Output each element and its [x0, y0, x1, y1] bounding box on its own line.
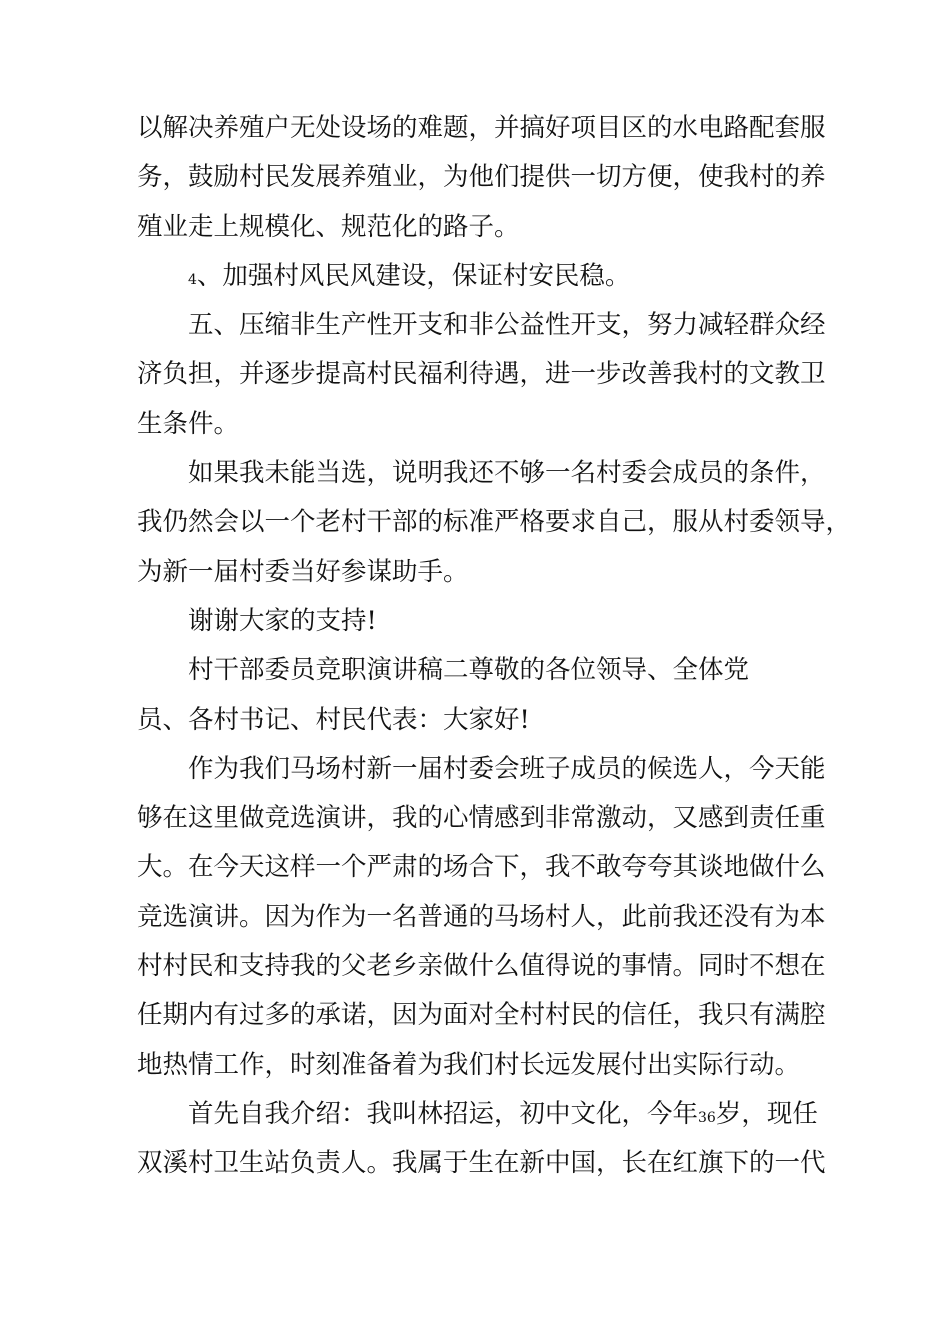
list-number: 4 [188, 271, 197, 288]
document-body [137, 104, 852, 1189]
text-line: 竞选演讲。因为作为一名普通的马场村人，此前我还没有为本 [137, 901, 826, 932]
text-line: 生条件。 [137, 408, 240, 439]
text-line [137, 252, 837, 301]
age-number: 36 [698, 1109, 716, 1126]
line-text: 首先自我介绍：我叫林招运，初中文化，今年 [188, 1098, 699, 1129]
text-line: 大。在今天这样一个严肃的场合下，我不敢夸夸其谈地做什么 [137, 852, 826, 883]
text-line: 务，鼓励村民发展养殖业，为他们提供一切方便，使我村的养 [137, 162, 826, 193]
line-text: 、加强村风民风建设，保证村安民稳。 [196, 260, 631, 291]
line-text-after: 岁，现任 [715, 1098, 818, 1129]
text-line: 五、压缩非生产性开支和非公益性开支，努力减轻群众经 [188, 310, 826, 341]
text-line: 殖业走上规模化、规范化的路子。 [137, 211, 520, 242]
text-line: 任期内有过多的承诺，因为面对全村村民的信任，我只有满腔 [137, 1000, 826, 1031]
text-line [137, 1090, 837, 1139]
text-line: 村村民和支持我的父老乡亲做什么值得说的事情。同时不想在 [137, 951, 826, 982]
text-line: 村干部委员竞职演讲稿二尊敬的各位领导、全体党 [188, 655, 750, 686]
text-line: 双溪村卫生站负责人。我属于生在新中国，长在红旗下的一代 [137, 1148, 826, 1179]
text-line: 谢谢大家的支持! [188, 605, 377, 636]
text-line: 地热情工作，时刻准备着为我们村长远发展付出实际行动。 [137, 1049, 801, 1080]
text-line: 员、各村书记、村民代表：大家好! [137, 704, 530, 735]
text-line: 以解决养殖户无处设场的难题，并搞好项目区的水电路配套服 [137, 113, 826, 143]
text-line: 济负担，并逐步提高村民福利待遇，进一步改善我村的文教卫 [137, 359, 826, 390]
text-line: 如果我未能当选，说明我还不够一名村委会成员的条件， [188, 458, 826, 489]
text-line: 够在这里做竞选演讲，我的心情感到非常激动，又感到责任重 [137, 803, 826, 834]
text-line: 我仍然会以一个老村干部的标准严格要求自己，服从村委领导， [137, 507, 852, 538]
text-line: 作为我们马场村新一届村委会班子成员的候选人，今天能 [188, 753, 826, 784]
text-line: 为新一届村委当好参谋助手。 [137, 556, 469, 587]
